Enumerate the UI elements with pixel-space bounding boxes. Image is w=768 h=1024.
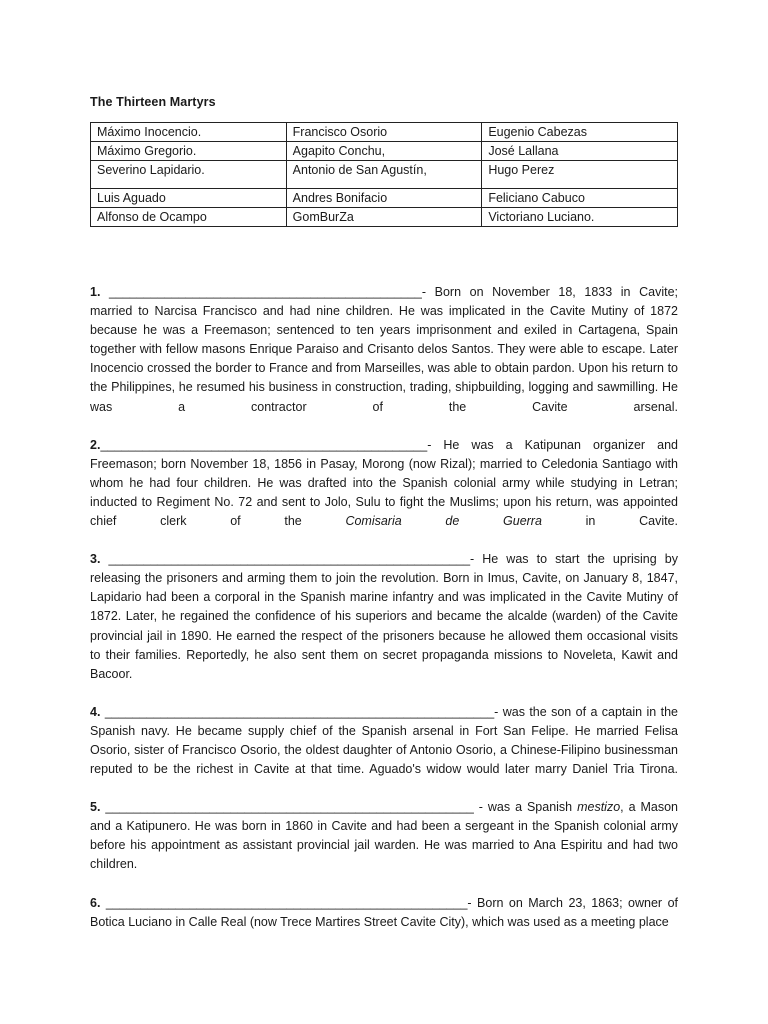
- table-row: [91, 208, 678, 227]
- martyrs-table: [90, 122, 678, 227]
- answer-blank: _____________________________________________: [109, 285, 422, 299]
- question-text: - He was to start the uprising by releasing the prisoners and arming them to join the revolution. Born in Imus, Cavite, on January 8, 1847, Lapidario had been a corporal in the Spanish marine infantry and was implicated in the Cavite Mutiny of 1872. Later, he regained the confidence of his superiors and became the alcalde (warden) of the Cavite provincial jail in 1890. He earned the respect of the prisoners because he allowed them occasional visits to their families. Reportedly, he also sent them on secret propaganda missions to Noveleta, Kawit and Bacoor.: [90, 552, 678, 681]
- question-list: [90, 283, 678, 951]
- table-cell: Máximo Inocencio.: [91, 123, 287, 142]
- table-row: [91, 142, 678, 161]
- question-item-2: [90, 436, 678, 531]
- table-cell: José Lallana: [482, 142, 678, 161]
- question-text: - was a Spanish: [473, 800, 578, 815]
- answer-blank: ____________________________________________________: [105, 895, 468, 910]
- question-text: - Born on November 18, 1833 in Cavite; married to Narcisa Francisco and had nine children. He was implicated in the Cavite Mutiny of 1872 because he was a Freemason; sentenced to ten years imprisonment and exiled in Cartagena, Spain together with fellow masons Enrique Paraiso and Crisanto delos Santos. They were able to escape. Later Inocencio crossed the border to France and from Marseilles, was able to obtain pardon. Upon his return to the Philippines, he resumed his business in construction, trading, shipbuilding, logging and sawmilling. He was a contractor of the Cavite arsenal.: [90, 285, 678, 414]
- page-title: The Thirteen Martyrs: [90, 95, 216, 109]
- table-cell: Feliciano Cabuco: [482, 189, 678, 208]
- table-cell: Francisco Osorio: [286, 123, 482, 142]
- question-number: 6.: [90, 895, 101, 910]
- answer-blank: ________________________________________________________: [104, 704, 495, 719]
- question-item-5: [90, 798, 678, 874]
- question-text-italic: Comisaria de Guerra: [345, 514, 542, 529]
- table-cell: Agapito Conchu,: [286, 142, 482, 161]
- question-text: - was the son of a captain in the Spanish navy. He became supply chief of the Spanish arsenal in Fort San Felipe. He married Felisa Osorio, sister of Francisco Osorio, the oldest daughter of Antonio Osorio, a Chinese-Filipino businessman reputed to be the richest in Cavite at that time. Aguado's widow would later marry Daniel Tria Tirona.: [90, 704, 678, 777]
- question-number: 1.: [90, 285, 101, 299]
- question-text-italic: mestizo: [577, 800, 621, 815]
- table-cell: GomBurZa: [286, 208, 482, 227]
- question-item-3: [90, 550, 678, 684]
- table-cell: Luis Aguado: [91, 189, 287, 208]
- table-cell: Hugo Perez: [482, 161, 678, 189]
- question-number: 2.: [90, 437, 101, 452]
- question-item-1: [90, 283, 678, 417]
- question-number: 5.: [90, 800, 101, 815]
- question-item-4: [90, 703, 678, 779]
- question-text: , a Mason and a Katipunero. He was born in 1860 in Cavite and had been a sergeant in the Spanish colonial army before his appointment as assistant provincial jail warden. He was married to Ana Espiritu and had two children.: [90, 800, 678, 872]
- table-cell: Severino Lapidario.: [91, 161, 287, 189]
- answer-blank: _______________________________________________: [100, 437, 428, 452]
- table-row: [91, 161, 678, 189]
- question-number: 4.: [90, 704, 101, 719]
- table-row: [91, 123, 678, 142]
- answer-blank: _____________________________________________________: [105, 800, 474, 815]
- question-number: 3.: [90, 552, 101, 567]
- question-item-6: [90, 894, 678, 932]
- question-text: - Born on March 23, 1863; owner of Botica Luciano in Calle Real (now Trece Martires Street Cavite City), which was used as a meeting place: [90, 895, 678, 929]
- table-cell: Alfonso de Ocampo: [91, 208, 287, 227]
- table-cell: Antonio de San Agustín,: [286, 161, 482, 189]
- table-cell: Andres Bonifacio: [286, 189, 482, 208]
- table-row: [91, 189, 678, 208]
- question-text: in Cavite.: [541, 514, 678, 529]
- table-cell: Eugenio Cabezas: [482, 123, 678, 142]
- answer-blank: ____________________________________________________: [108, 552, 471, 567]
- table-cell: Victoriano Luciano.: [482, 208, 678, 227]
- table-cell: Máximo Gregorio.: [91, 142, 287, 161]
- question-text: - He was a Katipunan organizer and Freemason; born November 18, 1856 in Pasay, Morong (now Rizal); married to Celedonia Santiago with whom he had four children. He was drafted into the Spanish colonial army while studying in Letran; inducted to Regiment No. 72 and sent to Jolo, Sulu to fight the Muslims; upon his return, was appointed chief clerk of the: [90, 437, 678, 529]
